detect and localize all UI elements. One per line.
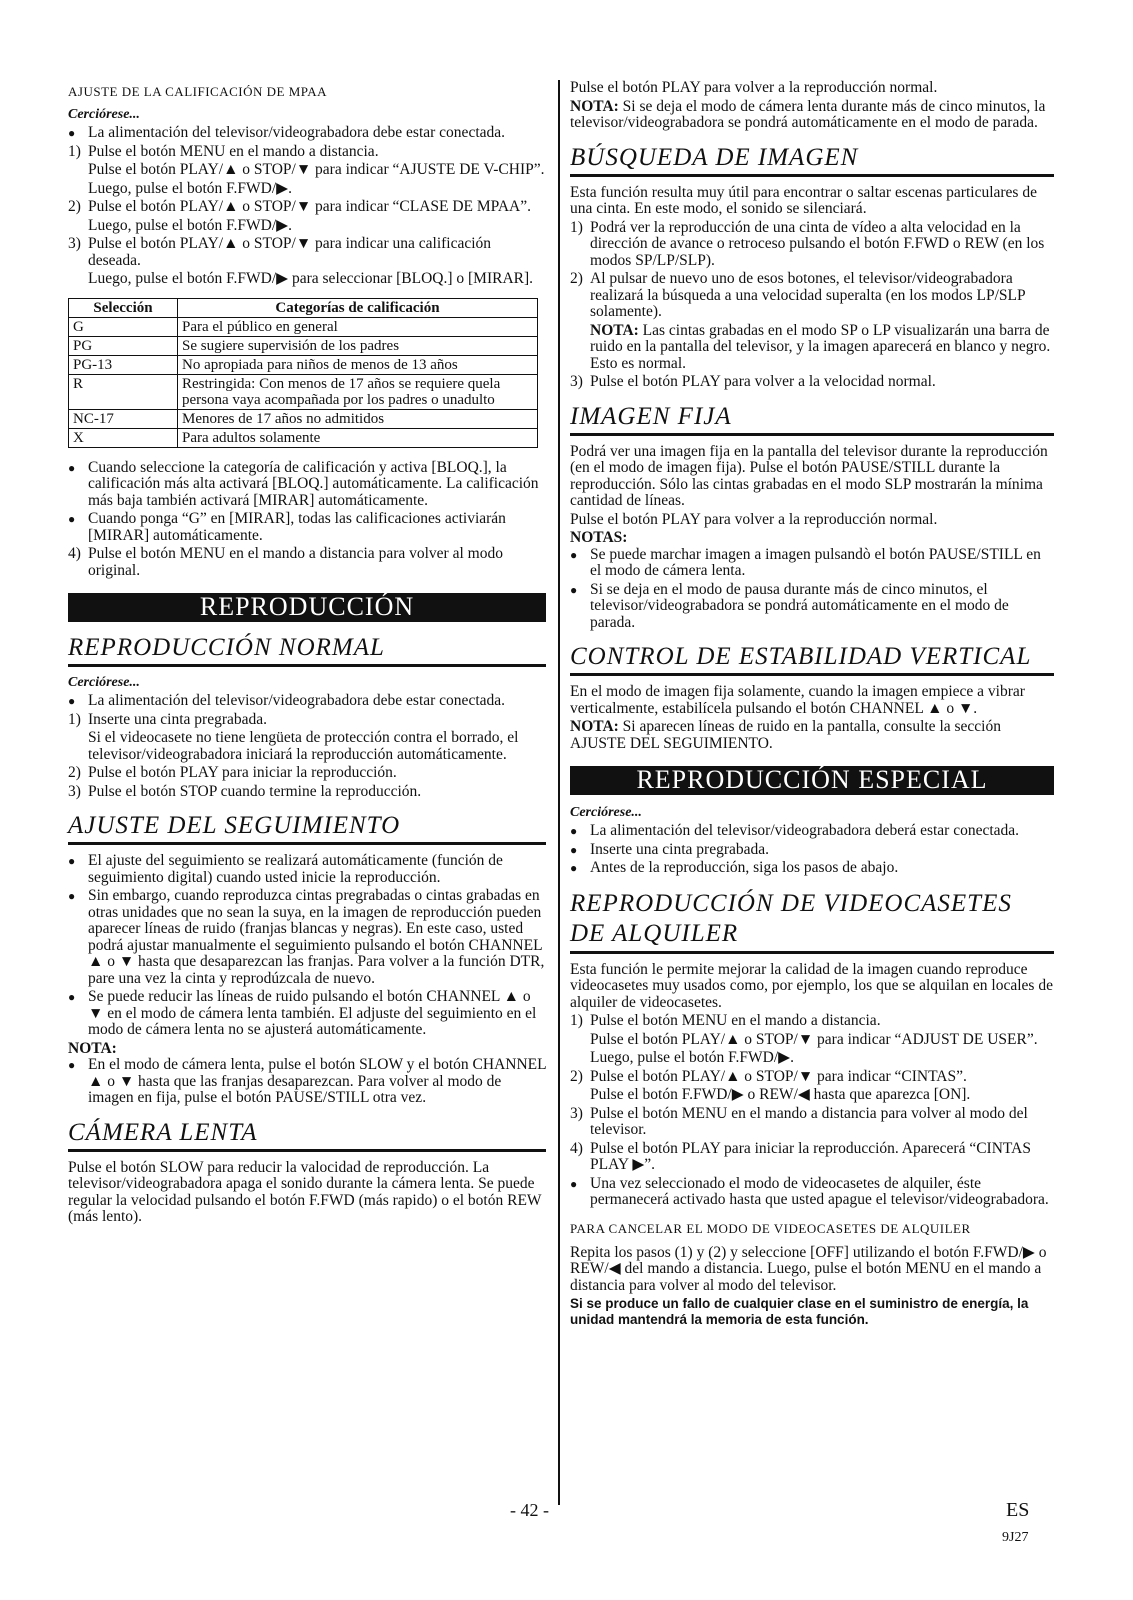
mpaa-after-bullet-2: ● Cuando ponga “G” en [MIRAR], todas las calificaciones activiarán [MIRAR] automáticamente. <box>68 511 546 544</box>
cancel-heading: PARA CANCELAR EL MODO DE VIDEOCASETES DE ALQUILER <box>570 1220 971 1236</box>
slow-return-text: Pulse el botón PLAY para volver a la reproducción normal. <box>570 79 938 96</box>
column-divider <box>558 80 560 1505</box>
vertical-nota: NOTA: Si aparecen líneas de ruido en la pantalla, consulte la sección AJUSTE DEL SEGUIMIENTO. <box>570 718 1001 752</box>
rating-table <box>68 298 538 448</box>
section-title-vertical: CONTROL DE ESTABILIDAD VERTICAL <box>570 643 1054 676</box>
mpaa-step-4: 4) Pulse el botón MENU en el mando a distancia para volver al modo original. <box>68 545 503 579</box>
tracking-bullet-1: ● El ajuste del seguimiento se realizará automáticamente (función de seguimiento digital) cuando usted inicie la reproducción. <box>68 853 546 886</box>
search-intro: Esta función resulta muy útil para encontrar o saltar escenas particulares de una cinta. En este modo, el sonido se silenciará. <box>570 183 1037 217</box>
banner-especial: REPRODUCCIÓN ESPECIAL <box>570 766 1054 795</box>
mpaa-step-1: 1) Pulse el botón MENU en el mando a distancia. <box>68 142 379 160</box>
especial-bullet-2: ● Inserte una cinta pregrabada. <box>570 842 1054 859</box>
tracking-nota-label: NOTA: <box>68 1039 117 1057</box>
still-notas-label: NOTAS: <box>570 529 628 546</box>
table-row: PG-13 No apropiada para niños de menos de 13 años <box>69 355 538 374</box>
tracking-bullet-3: ● Se puede reducir las líneas de ruido pulsando el botón CHANNEL ▲ o ▼ en el modo de cámera lenta también. El adjuste del seguimiento en el modo de cámera lenta no se ajusterá automáticamente. <box>68 989 546 1039</box>
power-note: Si se produce un fallo de cualquier clase en el suministro de energía, la unidad mantendrá la memoria de esta función. <box>570 1296 1029 1327</box>
right-column <box>570 80 1054 1328</box>
banner-reproduccion: REPRODUCCIÓN <box>68 593 546 622</box>
mpaa-step-1-sub-1: Pulse el botón PLAY/▲ o STOP/▼ para indicar “AJUSTE DE V-CHIP”. <box>88 161 545 178</box>
rental-intro: Esta función le permite mejorar la calidad de la imagen cuando reproduce videocasetes muy usados como, por ejemplo, los que se alquilan en locales de alquiler de videocasetes. <box>570 960 1053 1011</box>
rental-step-4: 4) Pulse el botón PLAY para iniciar la reproducción. Aparecerá “CINTAS PLAY ▶”. <box>570 1139 1031 1173</box>
rental-step-2-sub-1: Pulse el botón F.FWD/▶ o REW/◀ hasta que aparezca [ON]. <box>590 1086 971 1103</box>
normal-step-1: 1) Inserte una cinta pregrabada. <box>68 710 268 728</box>
normal-step-1-sub: Si el videocasete no tiene lengüeta de protección contra el borrado, el televisor/videograbadora iniciará la reproducción automáticamente. <box>88 729 519 763</box>
table-header-row <box>69 298 538 317</box>
section-title-still: IMAGEN FIJA <box>570 403 1054 436</box>
table-row: G Para el público en general <box>69 317 538 336</box>
normal-step-3: 3) Pulse el botón STOP cuando termine la reproducción. <box>68 782 422 800</box>
mpaa-bullet: ● La alimentación del televisor/videograbadora debe estar conectada. <box>68 125 546 142</box>
section-title-tracking: AJUSTE DEL SEGUIMIENTO <box>68 812 546 845</box>
rental-step-1-sub-2: Luego, pulse el botón F.FWD/▶. <box>590 1049 794 1066</box>
search-step-2: 2) Al pulsar de nuevo uno de esos botones, el televisor/videograbadora realizará la búsqueda a una velocidad superalta (en los modos LP/SLP solamente). <box>570 270 1026 320</box>
cerciorese-label: Cerciórese... <box>570 804 642 820</box>
rental-step-1: 1) Pulse el botón MENU en el mando a distancia. <box>570 1012 881 1029</box>
search-nota: NOTA: Las cintas grabadas en el modo SP o LP visualizarán una barra de ruido en la pantalla del televisor, y la imagen aparecerá en blanco y negro. Esto es normal. <box>590 321 1051 372</box>
table-header-categorias: Categorías de calificación <box>178 298 538 317</box>
search-step-1: 1) Podrá ver la reproducción de una cinta de vídeo a alta velocidad en la dirección de avance o retroceso pulsando el botón F.FWD o REW (en los modos SP/LP/SLP). <box>570 218 1045 269</box>
normal-bullet: ● La alimentación del televisor/videograbadora debe estar conectada. <box>68 693 546 710</box>
especial-bullet-3: ● Antes de la reproducción, siga los pasos de abajo. <box>570 860 1054 877</box>
vertical-text: En el modo de imagen fija solamente, cuando la imagen empiece a vibrar verticalmente, estabilícela pulsando el botón CHANNEL ▲ o ▼. <box>570 683 1025 717</box>
especial-bullet-1: ● La alimentación del televisor/videograbadora deberá estar conectada. <box>570 823 1054 840</box>
still-text: Podrá ver una imagen fija en la pantalla del televisor durante la reproducción (en el modo de imagen fija). Pulse el botón PAUSE/STILL durante la reproducción. Sólo las cintas grabadas en el modo SLP mostrarán la mínima cantidad de líneas. <box>570 442 1048 509</box>
table-row: X Para adultos solamente <box>69 428 538 447</box>
cancel-text: Repita los pasos (1) y (2) y seleccione [OFF] utilizando el botón F.FWD/▶ o REW/◀ del mando a distancia. Luego, pulse el botón MENU en el mando a distancia para volver al modo del televisor. <box>570 1243 1047 1294</box>
left-column <box>68 80 546 1228</box>
mpaa-step-2-sub-1: Luego, pulse el botón F.FWD/▶. <box>88 216 292 234</box>
language-code: ES <box>1006 1499 1030 1521</box>
section-title-slow: CÁMERA LENTA <box>68 1119 546 1152</box>
still-text-2: Pulse el botón PLAY para volver a la reproducción normal. <box>570 510 938 528</box>
table-header-seleccion: Selección <box>69 298 178 317</box>
still-bullet-2: ● Si se deja en el modo de pausa durante más de cinco minutos, el televisor/videograbadora se pondrá automáticamente en el modo de parada. <box>570 582 1054 632</box>
slow-nota: NOTA: Si se deja el modo de cámera lenta durante más de cinco minutos, la televisor/videograbadora se pondrá automáticamente en el modo de parada. <box>570 97 1046 131</box>
normal-step-2: 2) Pulse el botón PLAY para iniciar la reproducción. <box>68 764 397 781</box>
section-title-rental: REPRODUCCIÓN DE VIDEOCASETES DE ALQUILER <box>570 889 1054 954</box>
search-step-3: 3) Pulse el botón PLAY para volver a la velocidad normal. <box>570 373 936 390</box>
mpaa-step-1-sub-2: Luego, pulse el botón F.FWD/▶. <box>88 179 292 197</box>
rental-step-3: 3) Pulse el botón MENU en el mando a distancia para volver al modo del televisor. <box>570 1104 1028 1138</box>
mpaa-step-2: 2) Pulse el botón PLAY/▲ o STOP/▼ para indicar “CLASE DE MPAA”. <box>68 198 532 215</box>
slow-text: Pulse el botón SLOW para reducir la valocidad de reproducción. La televisor/videograbadora apaga el sonido durante la cámera lenta. Se puede regular la velocidad pulsando el botón F.FWD (más rapido) o el botón REW (más lento). <box>68 1158 542 1225</box>
mpaa-step-3-sub-1: Luego, pulse el botón F.FWD/▶ para seleccionar [BLOQ.] o [MIRAR]. <box>88 270 534 287</box>
section-title-search: BÚSQUEDA DE IMAGEN <box>570 144 1054 177</box>
mpaa-step-3: 3) Pulse el botón PLAY/▲ o STOP/▼ para indicar una calificación deseada. <box>68 235 492 269</box>
mpaa-heading: AJUSTE DE LA CALIFICACIÓN DE MPAA <box>68 84 328 99</box>
rental-step-1-sub-1: Pulse el botón PLAY/▲ o STOP/▼ para indicar “ADJUST DE USER”. <box>590 1030 1038 1048</box>
cerciorese-label: Cerciórese... <box>68 106 140 122</box>
tracking-bullet-2: ● Sin embargo, cuando reproduzca cintas pregrabadas o cintas grabadas en otras unidades que no sean la suya, en la imagen de reproducción pueden aparecer líneas de ruido (franjas blancas y negras). En este caso, usted podrá ajustar manualmente el seguimiento pulsando el botón CHANNEL ▲ o ▼ hasta que desaparezcan las franjas. Para volver a la función DTR, pare una vez la cinta y reprodúzcala de nuevo. <box>68 888 546 987</box>
table-row: R Restringida: Con menos de 17 años se requiere quela persona vaya acompañada por los padres o unadulto <box>69 374 538 409</box>
table-row: PG Se sugiere supervisión de los padres <box>69 336 538 355</box>
mpaa-after-bullet-1: ● Cuando seleccione la categoría de calificación y activa [BLOQ.], la calificación más alta activará [BLOQ.] automáticamente. La calificación más baja también activará [MIRAR] automáticamente. <box>68 460 546 510</box>
still-bullet-1: ● Se puede marchar imagen a imagen pulsandò el botón PAUSE/STILL en el modo de cámera lenta. <box>570 547 1054 580</box>
rental-step-2: 2) Pulse el botón PLAY/▲ o STOP/▼ para indicar “CINTAS”. <box>570 1067 967 1085</box>
document-code: 9J27 <box>1002 1530 1029 1545</box>
tracking-nota-bullet: ● En el modo de cámera lenta, pulse el botón SLOW y el botón CHANNEL ▲ o ▼ hasta que las franjas desaparezcan. Para volver al modo de imagen en fija, pulse el botón PAUSE/STILL otra vez. <box>68 1057 546 1107</box>
cerciorese-label: Cerciórese... <box>68 674 140 690</box>
page-number: - 42 - <box>510 1500 549 1520</box>
section-title-normal: REPRODUCCIÓN NORMAL <box>68 634 546 667</box>
rental-bullet: ● Una vez seleccionado el modo de videocasetes de alquiler, éste permanecerá activado hasta que usted apague el televisor/videograbadora. <box>570 1176 1054 1209</box>
table-row: NC-17 Menores de 17 años no admitidos <box>69 409 538 428</box>
